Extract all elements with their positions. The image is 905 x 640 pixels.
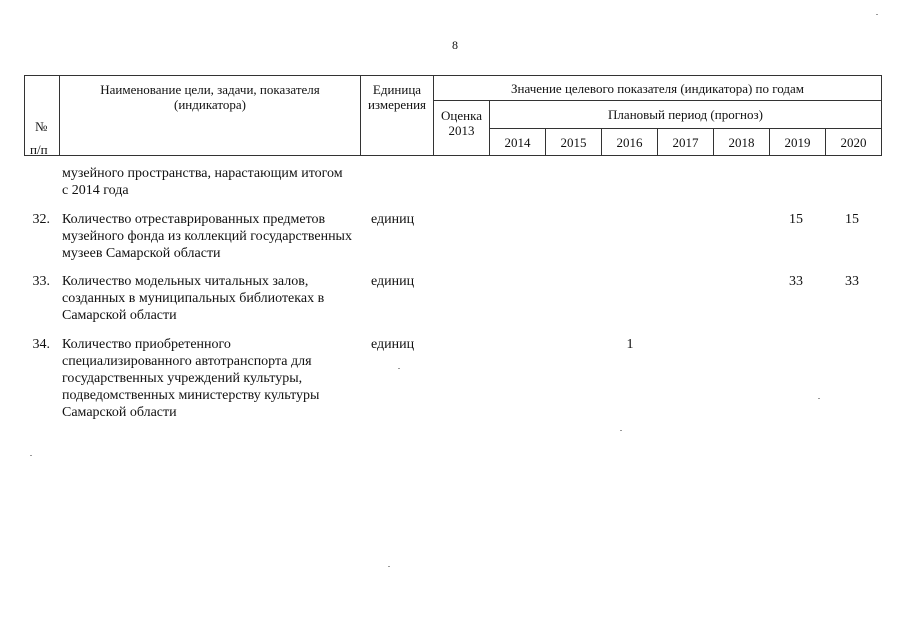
row-33-unit: единиц [371, 274, 415, 289]
scan-speck [388, 566, 390, 567]
row-32-name: Количество отреставрированных предметов музейного фонда из коллекций государственных музеев Самарской области [62, 212, 352, 261]
row-33-value-2019: 33 [789, 274, 803, 289]
row-32-value-2020: 15 [845, 212, 859, 227]
row-34-name: Количество приобретенного специализированного автотранспорта для государственных учреждений культуры, подведомственных министерству культуры Самарской области [62, 337, 320, 420]
header-number-pp: п/п [30, 141, 48, 157]
page-number: 8 [452, 38, 458, 52]
scan-speck [30, 455, 32, 456]
header-year-2015: 2015 [546, 129, 602, 156]
header-name-label: Наименование цели, задачи, показателя (индикатора) [100, 82, 320, 112]
row-33-name: Количество модельных читальных залов, созданных в муниципальных библиотеках в Самарской области [62, 274, 325, 323]
scan-speck [818, 398, 820, 399]
row-34-unit: единиц [371, 337, 415, 352]
header-year-2016: 2016 [602, 129, 658, 156]
scan-speck [398, 368, 400, 369]
row-32-value-2019: 15 [789, 212, 803, 227]
header-values-label: Значение целевого показателя (индикатора) по годам [510, 80, 804, 96]
header-unit-label: Единица измерения [367, 82, 427, 112]
row-32-unit: единиц [371, 212, 415, 227]
header-plan-label: Плановый период (прогноз) [608, 107, 763, 122]
row-34-value-2016: 1 [626, 337, 634, 352]
header-year-2019: 2019 [770, 129, 826, 156]
row-32-number: 32. [32, 212, 50, 227]
header-estimate-label: Оценка 2013 [441, 108, 482, 138]
header-year-2017: 2017 [658, 129, 714, 156]
row-33-number: 33. [32, 274, 50, 289]
scan-speck [620, 430, 622, 431]
row-34-number: 34. [32, 337, 50, 352]
header-year-2020: 2020 [826, 129, 882, 156]
row-33-value-2020: 33 [845, 274, 859, 289]
header-number-sign: № [35, 118, 48, 134]
scan-speck [876, 14, 878, 15]
continuation-name: музейного пространства, нарастающим итогом с 2014 года [62, 166, 343, 198]
header-year-2018: 2018 [714, 129, 770, 156]
header-year-2014: 2014 [490, 129, 546, 156]
